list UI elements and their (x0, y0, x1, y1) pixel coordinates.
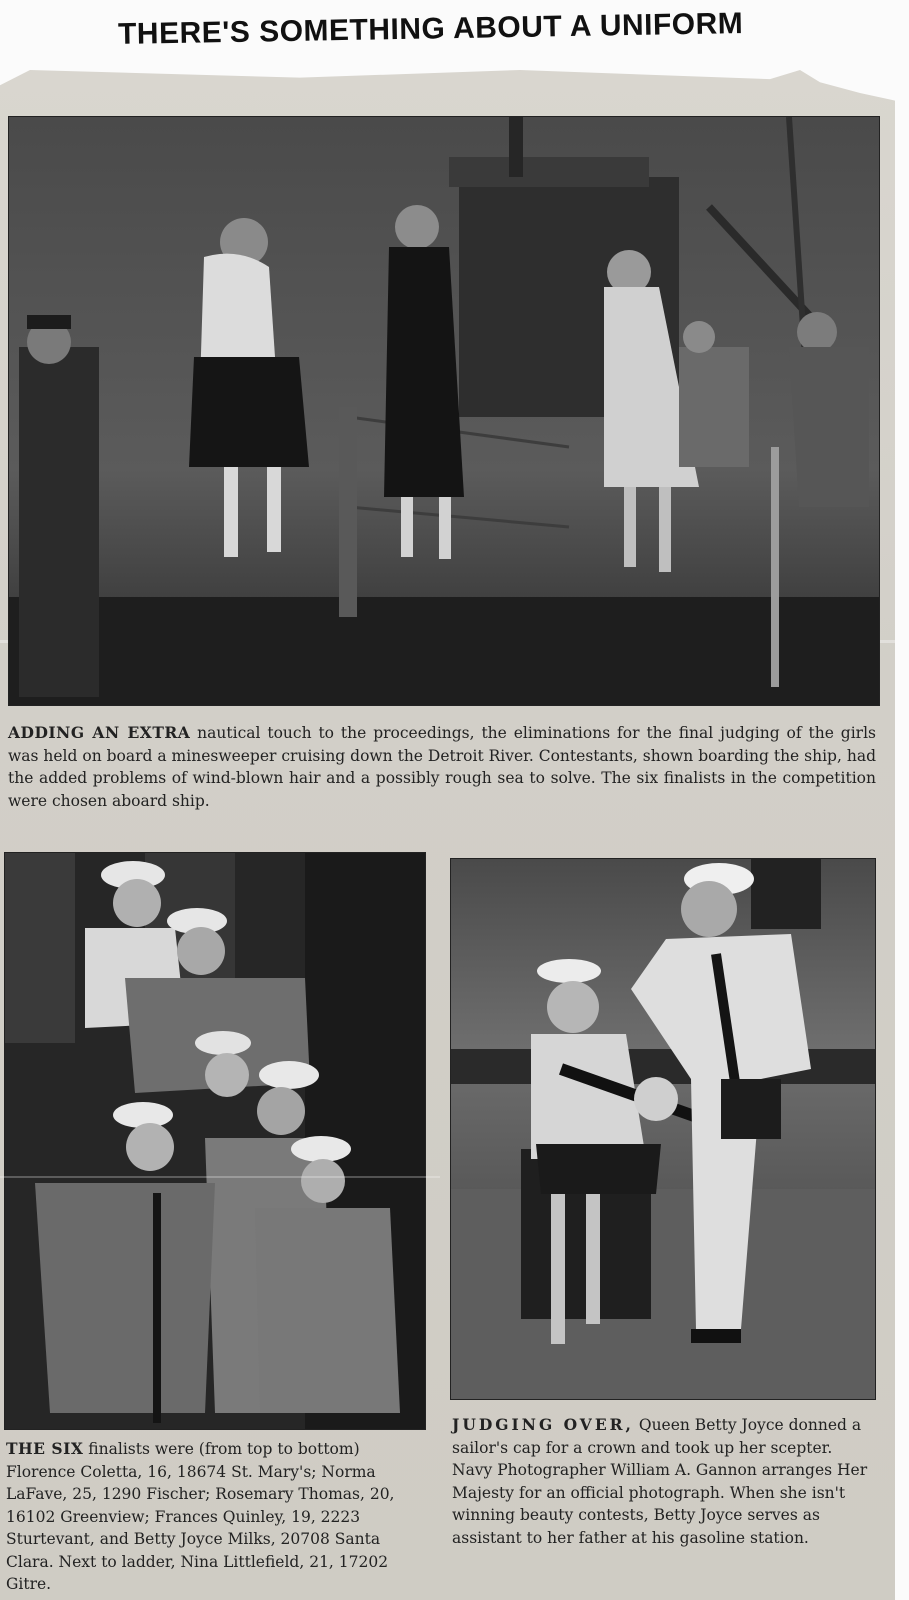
caption-six-finalists-lead: THE SIX (6, 1439, 84, 1458)
caption-boarding-ship (8, 722, 876, 812)
photo-queen-portrait-image (451, 859, 875, 1399)
fold-crease-lower (0, 1176, 440, 1178)
caption-boarding-ship-body: nautical touch to the proceedings, the eliminations for the final judging of the girls was held on board a minesweeper cruising down the Detroit River. Contestants, shown boarding the ship, had the added problems of wind-blown hair and a possibly rough sea to solve. The six finalists in the competition were chosen aboard ship. (8, 724, 876, 810)
caption-judging-over-lead: JUDGING OVER, (452, 1415, 634, 1434)
photo-six-finalists (4, 852, 426, 1430)
photo-boarding-ship (8, 116, 880, 706)
headline: THERE'S SOMETHING ABOUT A UNIFORM (117, 7, 744, 51)
caption-six-finalists-body: finalists were (from top to bottom) Florence Coletta, 16, 18674 St. Mary's; Norma LaFave, 25, 1290 Fischer; Rosemary Thomas, 20, 16102 Greenview; Frances Quinley, 19, 2223 Sturtevant, and Betty Joyce Milks, 20708 Santa Clara. Next to ladder, Nina Littlefield, 21, 17202 Gitre. (6, 1440, 395, 1593)
photo-queen-portrait (450, 858, 876, 1400)
caption-judging-over-body: Queen Betty Joyce donned a sailor's cap for a crown and took up her scepter. Navy Photographer William A. Gannon arranges Her Majesty for an official photograph. When she isn't winning beauty contests, Betty Joyce serves as assistant to her father at his gasoline station. (452, 1416, 868, 1547)
caption-six-finalists (6, 1438, 406, 1596)
caption-judging-over (452, 1414, 870, 1549)
caption-boarding-ship-lead: ADDING AN EXTRA (8, 723, 191, 742)
photo-boarding-ship-image (9, 117, 879, 705)
photo-six-finalists-image (5, 853, 425, 1429)
